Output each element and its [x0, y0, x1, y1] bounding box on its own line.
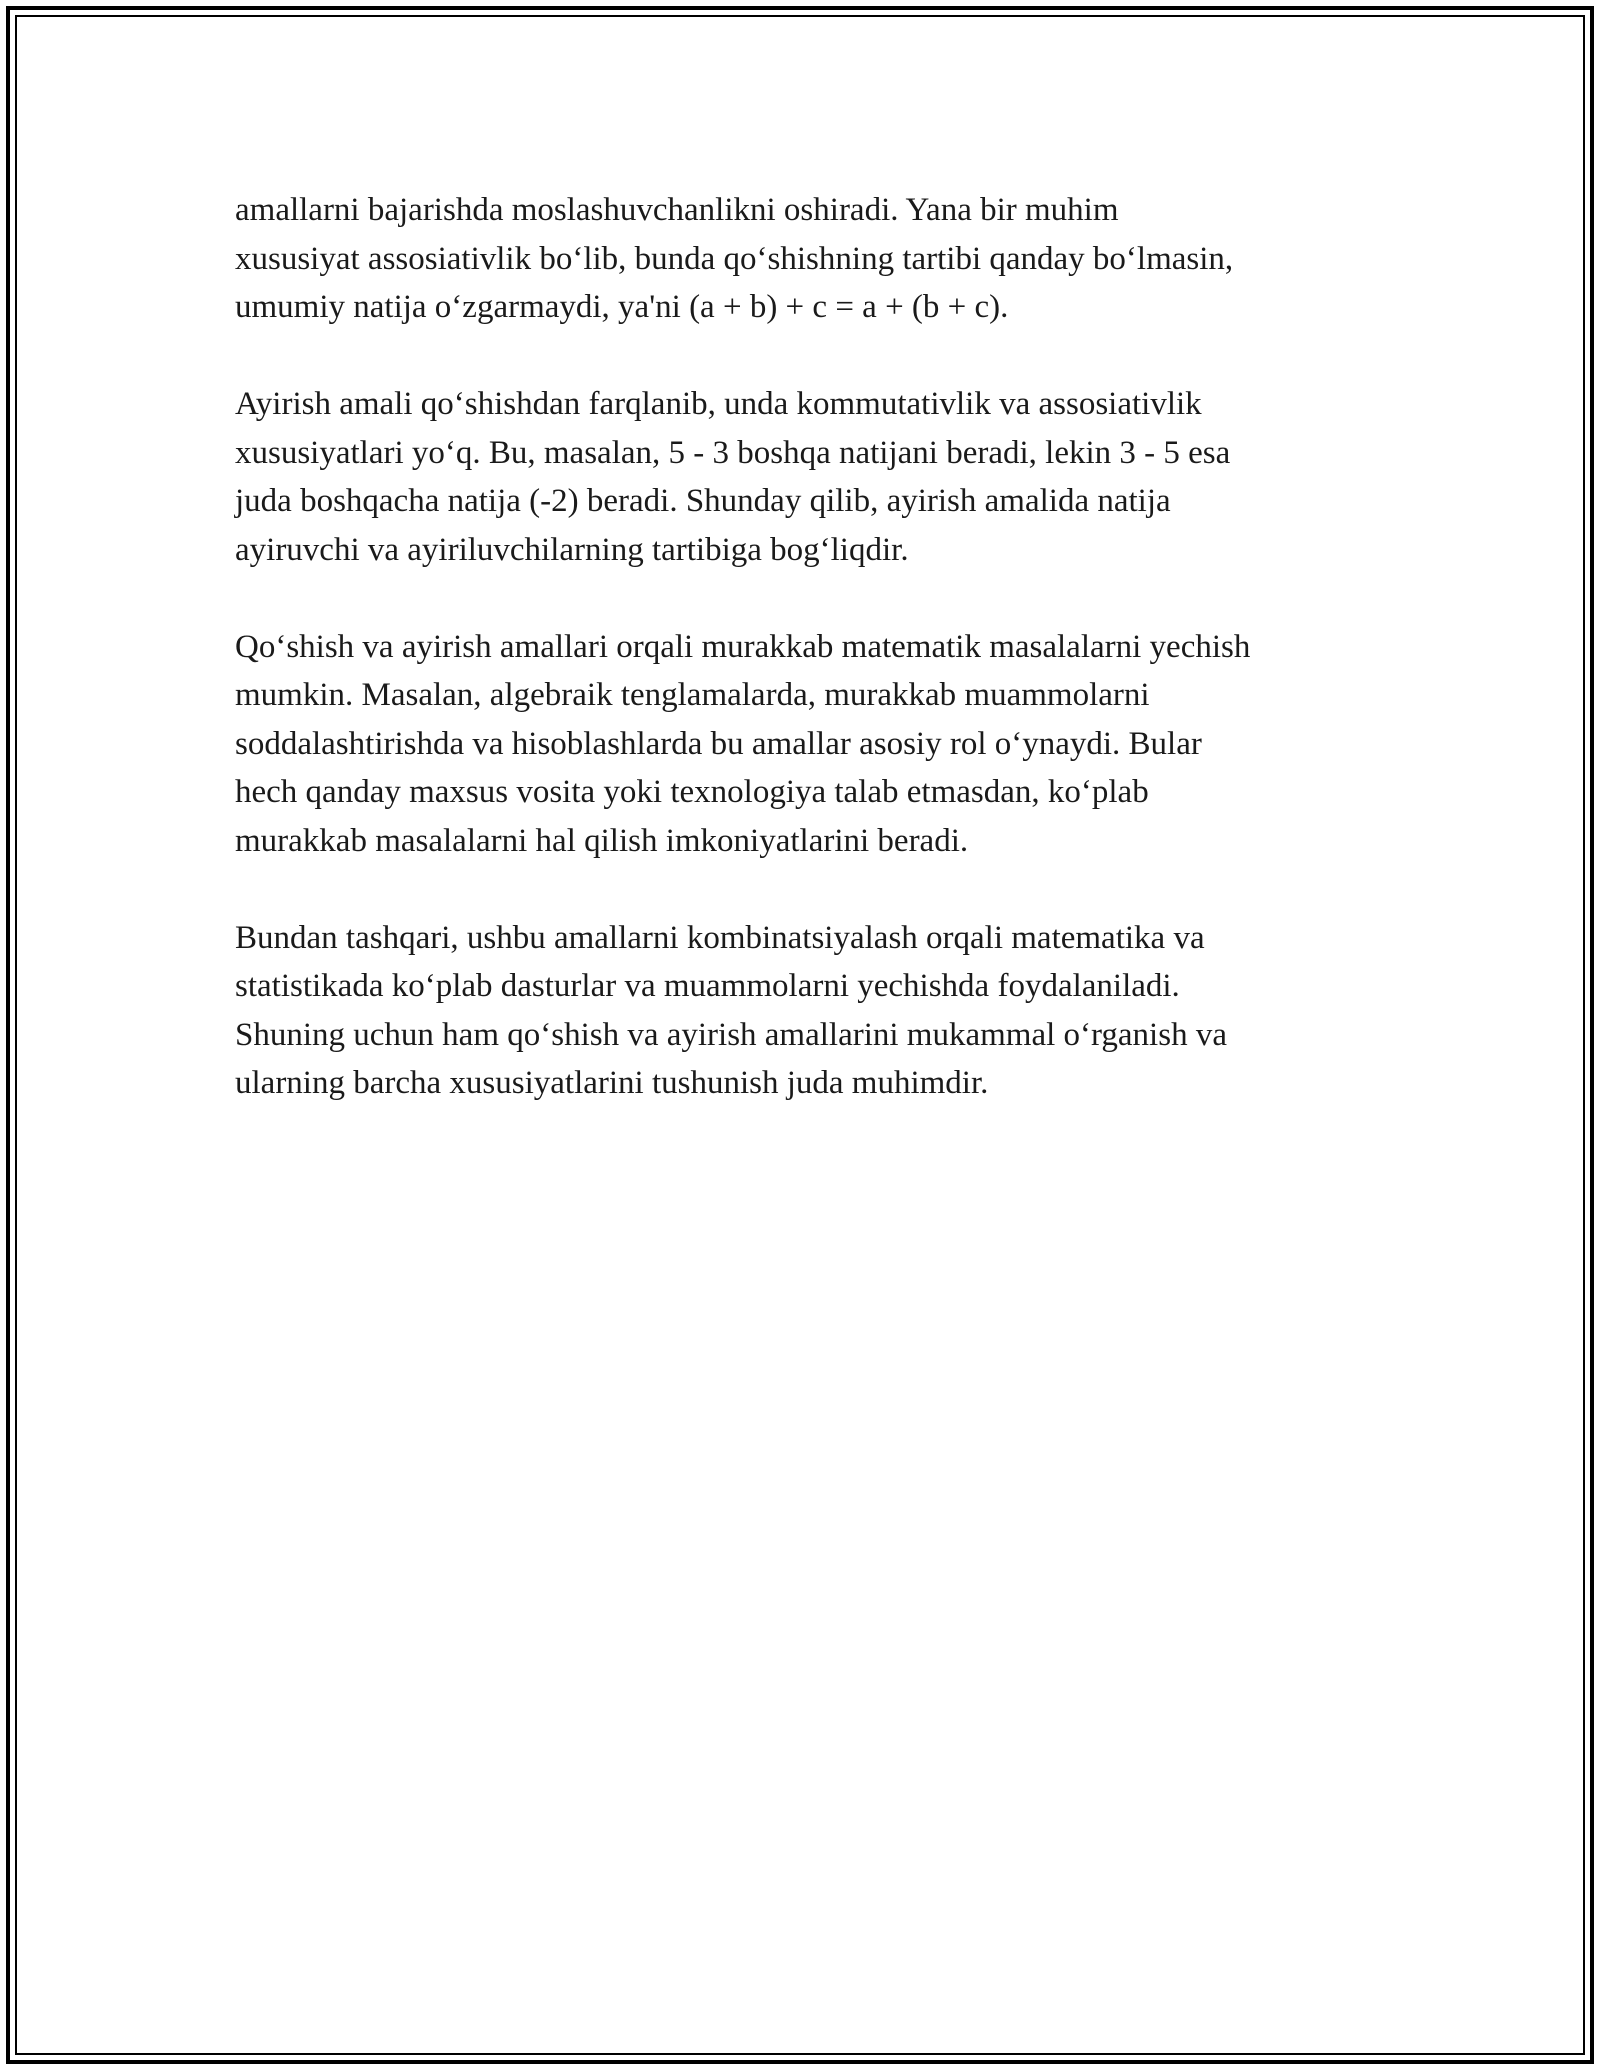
paragraph-subtraction [235, 380, 1395, 574]
text-line: soddalashtirishda va hisoblashlarda bu amallar asosiy rol o‘ynaydi. Bular [235, 725, 1202, 762]
paragraph-conclusion [235, 914, 1395, 1108]
text-line: ularning barcha xususiyatlarini tushunish juda muhimdir. [235, 1065, 989, 1101]
document-body [235, 186, 1395, 1156]
paragraph-applications [235, 623, 1395, 866]
text-line: Ayirish amali qo‘shishdan farqlanib, unda kommutativlik va assosiativlik [235, 386, 1202, 422]
text-line: amallarni bajarishda moslashuvchanlikni oshiradi. Yana bir muhim [235, 192, 1119, 228]
text-line: xususiyat assosiativlik bo‘lib, bunda qo‘shishning tartibi qanday bo‘lmasin, [235, 240, 1234, 277]
text-line: juda boshqacha natija (-2) beradi. Shunday qilib, ayirish amalida natija [235, 483, 1171, 519]
text-line: statistikada ko‘plab dasturlar va muammolarni yechishda foydalaniladi. [235, 968, 1180, 1004]
text-line: xususiyatlari yo‘q. Bu, masalan, 5 - 3 boshqa natijani beradi, lekin 3 - 5 esa [235, 434, 1231, 471]
text-line: Qo‘shish va ayirish amallari orqali murakkab matematik masalalarni yechish [235, 628, 1251, 665]
text-line: mumkin. Masalan, algebraik tenglamalarda, murakkab muammolarni [235, 677, 1150, 713]
text-line: umumiy natija o‘zgarmaydi, ya'ni (a + b) + c = a + (b + c). [235, 289, 1009, 325]
text-line: hech qanday maxsus vosita yoki texnologiya talab etmasdan, ko‘plab [235, 774, 1149, 810]
text-line: ayiruvchi va ayiriluvchilarning tartibiga bog‘liqdir. [235, 531, 909, 568]
text-line: Shuning uchun ham qo‘shish va ayirish amallarini mukammal o‘rganish va [235, 1016, 1227, 1053]
text-line: Bundan tashqari, ushbu amallarni kombinatsiyalash orqali matematika va [235, 919, 1205, 956]
paragraph-associativity [235, 186, 1395, 332]
text-line: murakkab masalalarni hal qilish imkoniyatlarini beradi. [235, 822, 969, 859]
